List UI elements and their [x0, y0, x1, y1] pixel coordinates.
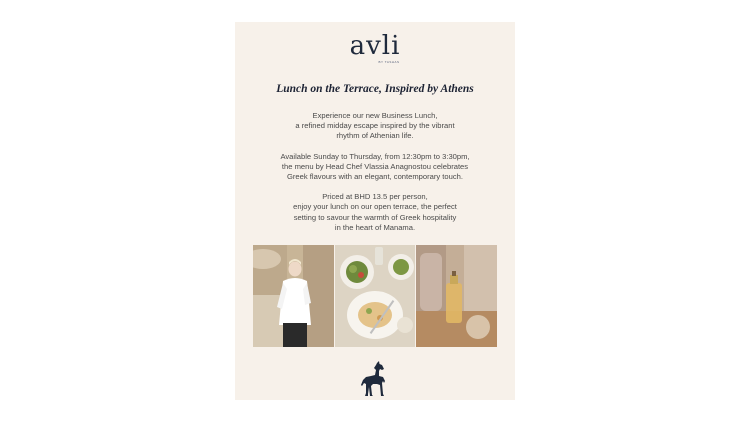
text-line: the menu by Head Chef Vlassia Anagnostou celebrates	[281, 161, 469, 171]
text-line: enjoy your lunch on our open terrace, the perfect	[293, 202, 457, 212]
brand-logo	[235, 32, 515, 64]
logo-subtext: BY TASHAS	[378, 60, 400, 64]
body-copy	[245, 111, 505, 243]
horse-emblem-icon	[360, 361, 390, 397]
logo-wordmark: avli	[349, 31, 401, 61]
text-line: setting to savour the warmth of Greek hospitality	[293, 212, 457, 222]
pricing-paragraph	[245, 192, 505, 233]
terrace-photo	[416, 245, 497, 347]
text-line: rhythm of Athenian life.	[336, 131, 414, 141]
text-line: Available Sunday to Thursday, from 12:30pm to 3:30pm,	[280, 151, 470, 161]
text-line: a refined midday escape inspired by the vibrant	[295, 121, 455, 131]
text-line: Priced at BHD 13.5 per person,	[322, 192, 428, 202]
text-line: Experience our new Business Lunch,	[312, 111, 438, 120]
headline: Lunch on the Terrace, Inspired by Athens	[276, 83, 474, 95]
chef-photo	[253, 245, 334, 347]
availability-paragraph	[245, 152, 505, 183]
intro-paragraph	[245, 111, 505, 142]
food-photo	[335, 245, 416, 347]
text-line: Greek flavours with an elegant, contemporary touch.	[286, 172, 463, 182]
text-line: in the heart of Manama.	[334, 222, 416, 232]
promo-card	[235, 22, 515, 400]
photo-gallery	[253, 245, 497, 347]
